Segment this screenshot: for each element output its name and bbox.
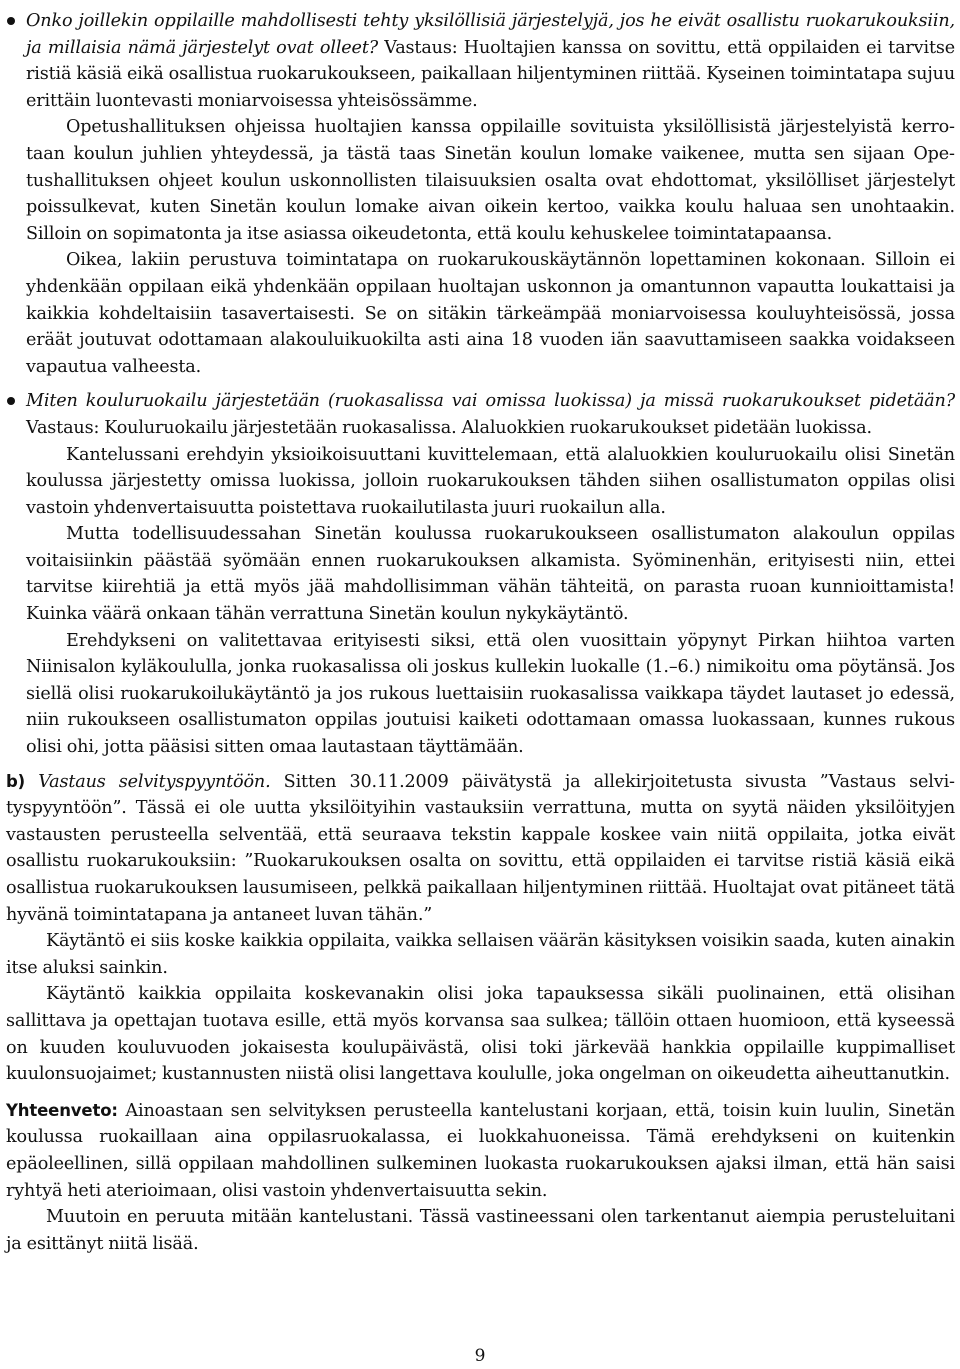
document-page — [6, 8, 955, 1257]
bullet-2-paragraph-4: Erehdykseni on valitettavaa erityisesti siksi, että olen vuosittain yöpynyt Pirkan hiihtoa varten Niinisalon kyläkoululla, jonka ruokasalissa oli joskus kullekin luokalle (1.–6.) nimikoitu oma pöytänsä. Jos siellä olisi ruokarukoilukäytäntö ja jos rukous luettaisiin ruokasalissa vaikkapa täydet lautaset jo edessä, niin rukoukseen osallistumaton oppilas joutuisi kaiketi odottamaan omassa luokassaan, kunnes rukous olisi ohi, jotta pääsisi sitten omaa lautastaan täyttämään. — [26, 630, 955, 758]
bullet-item-1 — [6, 8, 955, 380]
bullet-icon — [7, 17, 15, 25]
bullet-2-paragraph — [26, 388, 955, 441]
bullet-item-2 — [6, 388, 955, 760]
summary-paragraph-2: Muutoin en peruuta mitään kantelustani. Tässä vastineessani olen tarkentanut aiempia perusteluitani ja esittänyt niitä lisää. — [6, 1207, 955, 1254]
bullet-1-paragraph — [26, 8, 955, 114]
bullet-2-answer: Vastaus: Kouluruokailu järjestetään ruokasalissa. Alaluokkien ruokarukoukset pidetään luokissa. — [26, 417, 872, 438]
bullet-1-question: Onko joillekin oppilaille mahdollisesti tehty yksilöllisiä järjestelyjä, jos he eivät osallistu ruokarukouksiin, ja millaisia nämä järjestelyt ovat olleet? — [26, 11, 955, 58]
section-b-lead-paragraph — [6, 769, 955, 929]
section-b-lead: Sitten 30.11.2009 päivätystä ja allekirjoitetusta sivusta ”Vastaus selvityspyyntöön”. Tässä ei ole uutta yksilöityihin vastauksiin verrattuna, mutta on syytä näiden yksilöityjen vastausten perusteella selventää, että seuraava tekstin kappale koskee vain niitä oppilaita, jotka eivät osallistu ruokarukouksiin: ”Ruokarukouksen osalta on sovittu, että oppilaiden ei tarvitse ristiä käsiä eikä osallistua ruokarukouksen lausumiseen, pelkkä paikallaan hiljentyminen riittää. Huoltajat ovat pitäneet tätä hyvänä toimintatapana ja antaneet luvan tähän.” — [6, 771, 955, 925]
bullet-1-paragraph-3: Oikea, lakiin perustuva toimintatapa on ruokarukouskäytännön lopettaminen kokonaan. Silloin ei yhdenkään oppilaan eikä yhdenkään oppilaan huoltajan uskonnon ja omantunnon vapautta loukattaisi ja kaikkia kohdeltaisiin tasavertaisesti. Se on sitäkin tärkeämpää moniarvoisessa kouluyhteisössä, jossa eräät joutuvat odottamaan alakouluikuokilta asti aina 18 vuoden iän saavuttamiseen saakka voidakseen vapautua valheesta. — [26, 250, 955, 377]
summary-section — [6, 1098, 955, 1258]
bullet-icon — [7, 397, 15, 405]
summary-label: Yhteenveto: — [6, 1100, 118, 1120]
section-b-paragraph-3: Käytäntö kaikkia oppilaita koskevanakin olisi joka tapauksessa sikäli puolinainen, että olisihan sallittava ja opettajan tuotava esille, että myös korvansa saa sulkea; tällöin ottaen huomioon, että kyseessä on kuuden kouluvuoden jokaisesta koulupäivästä, olisi toki järkevää hankkia oppilaille kuppimalliset kuulonsuojaimet; kustannusten niistä olisi langettava koululle, joka ongelman on oikeudetta aiheuttanutkin. — [6, 984, 955, 1085]
section-b-paragraph-2: Käytäntö ei siis koske kaikkia oppilaita, vaikka sellaisen väärän käsityksen voisikin saada, kuten ainakin itse aluksi sainkin. — [6, 931, 955, 978]
page-number: 9 — [474, 1346, 486, 1366]
bullet-1-paragraph-2: Opetushallituksen ohjeissa huoltajien kanssa oppilaille sovituista yksilöllisistä järjestelyistä kerrotaan koulun juhlien yhteydessä, ja tästä taas Sinetän koulun lomake vaikenee, mutta sen sijaan Opetushallituksen ohjeet koulun uskonnollisten tilaisuuksien osalta ovat ehdottomat, yksilölliset järjestelyt poissulkevat, kuten Sinetän koulun lomake aivan oikein kertoo, vaikka koulu haluaa sen unohtaakin. Silloin on sopimatonta ja itse asiassa oikeudetonta, että koulu kehuskelee toimintatapaansa. — [26, 117, 955, 244]
summary-lead-paragraph — [6, 1098, 955, 1204]
bullet-1-answer: Vastaus: Huoltajien kanssa on sovittu, että oppilaiden ei tarvitse ristiä käsiä eikä osallistua ruokarukoukseen, paikallaan hiljentyminen riittää. Kyseinen toimintatapa sujuu erittäin luontevasti moniarvoisessa yhteisössämme. — [26, 37, 956, 111]
section-b — [6, 769, 955, 1088]
section-b-title: Vastaus selvityspyyntöön. — [38, 771, 271, 792]
summary-lead: Ainoastaan sen selvityksen perusteella kantelustani korjaan, että, toisin kuin luulin, Sinetän koulussa ruokaillaan aina oppilasruokalassa, ei luokkahuoneissa. Tämä erehdykseni on kuitenkin epäoleellinen, sillä oppilaan mahdollinen sulkeminen luokasta ruokarukouksen ajaksi ilman, että hän saisi ryhtyä heti aterioimaan, olisi vastoin yhdenvertaisuutta sekin. — [6, 1100, 955, 1201]
section-b-label: b) — [6, 771, 26, 791]
bullet-2-paragraph-2: Kantelussani erehdyin yksioikoisuuttani kuvittelemaan, että alaluokkien kouluruokailu olisi Sinetän koulussa järjestetty omissa luokissa, jolloin ruokarukouksen tähden siihen osallistumaton oppilas olisi vastoin yhdenvertaisuutta poistettava ruokailutilasta juuri ruokailun alla. — [26, 444, 955, 518]
bullet-2-question: Miten kouluruokailu järjestetään (ruokasalissa vai omissa luokissa) ja missä ruokarukoukset pidetään? — [26, 391, 955, 412]
bullet-2-paragraph-3: Mutta todellisuudessahan Sinetän koulussa ruokarukoukseen osallistumaton alakoulun oppilas voitaisiinkin päästää syömään ennen ruokarukouksen alkamista. Syöminenhän, erityisesti niin, ettei tarvitse kiirehtiä ja että myös jää mahdollisimman vähän tähteitä, on parasta ruoan kunnioittamista! Kuinka väärä onkaan tähän verrattuna Sinetän koulun nykykäytäntö. — [26, 524, 955, 625]
